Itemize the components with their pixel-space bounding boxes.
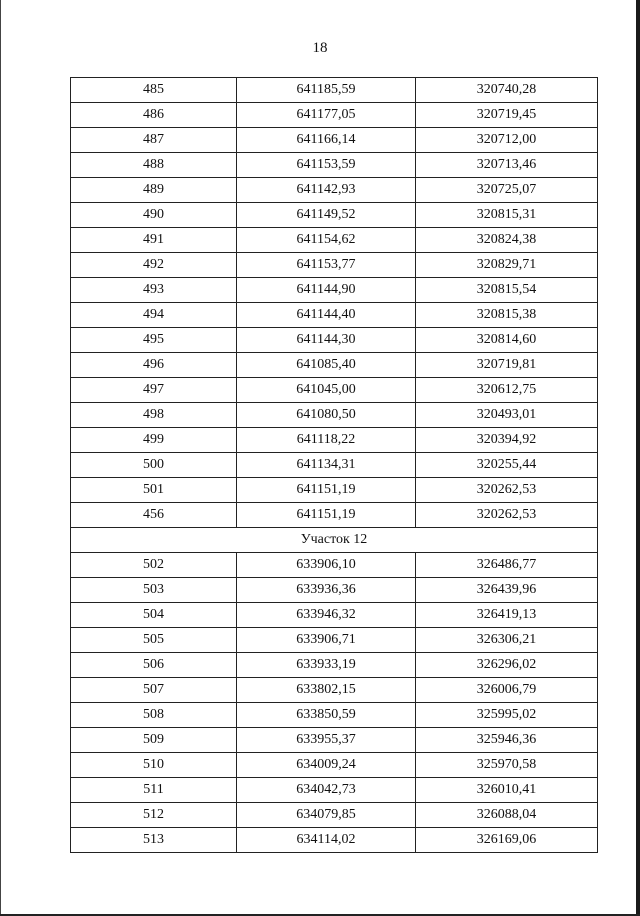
table-row — [71, 178, 598, 203]
point-number-cell: 506 — [71, 653, 237, 678]
x-coordinate-cell: 641144,90 — [237, 278, 416, 303]
point-number-cell: 503 — [71, 578, 237, 603]
point-number-cell: 492 — [71, 253, 237, 278]
x-coordinate-cell: 641177,05 — [237, 103, 416, 128]
point-number-cell: 502 — [71, 553, 237, 578]
x-coordinate-cell: 641134,31 — [237, 453, 416, 478]
y-coordinate-cell: 320394,92 — [416, 428, 598, 453]
point-number-cell: 499 — [71, 428, 237, 453]
y-coordinate-cell: 320815,54 — [416, 278, 598, 303]
table-row — [71, 153, 598, 178]
x-coordinate-cell: 633933,19 — [237, 653, 416, 678]
y-coordinate-cell: 320262,53 — [416, 478, 598, 503]
y-coordinate-cell: 326296,02 — [416, 653, 598, 678]
table-row — [71, 728, 598, 753]
point-number-cell: 486 — [71, 103, 237, 128]
table-row — [71, 503, 598, 528]
x-coordinate-cell: 641045,00 — [237, 378, 416, 403]
x-coordinate-cell: 641185,59 — [237, 78, 416, 103]
point-number-cell: 505 — [71, 628, 237, 653]
y-coordinate-cell: 326010,41 — [416, 778, 598, 803]
point-number-cell: 493 — [71, 278, 237, 303]
x-coordinate-cell: 634042,73 — [237, 778, 416, 803]
table-row — [71, 303, 598, 328]
x-coordinate-cell: 634009,24 — [237, 753, 416, 778]
y-coordinate-cell: 320829,71 — [416, 253, 598, 278]
point-number-cell: 504 — [71, 603, 237, 628]
table-row — [71, 778, 598, 803]
table-row — [71, 328, 598, 353]
y-coordinate-cell: 320815,31 — [416, 203, 598, 228]
y-coordinate-cell: 320719,81 — [416, 353, 598, 378]
y-coordinate-cell: 320725,07 — [416, 178, 598, 203]
x-coordinate-cell: 641085,40 — [237, 353, 416, 378]
y-coordinate-cell: 326486,77 — [416, 553, 598, 578]
table-row — [71, 478, 598, 503]
y-coordinate-cell: 325970,58 — [416, 753, 598, 778]
table-row — [71, 653, 598, 678]
x-coordinate-cell: 633955,37 — [237, 728, 416, 753]
point-number-cell: 501 — [71, 478, 237, 503]
x-coordinate-cell: 641151,19 — [237, 503, 416, 528]
x-coordinate-cell: 633906,71 — [237, 628, 416, 653]
x-coordinate-cell: 641144,30 — [237, 328, 416, 353]
point-number-cell: 456 — [71, 503, 237, 528]
point-number-cell: 500 — [71, 453, 237, 478]
y-coordinate-cell: 320255,44 — [416, 453, 598, 478]
y-coordinate-cell: 326439,96 — [416, 578, 598, 603]
point-number-cell: 485 — [71, 78, 237, 103]
coordinates-table — [70, 77, 598, 853]
point-number-cell: 513 — [71, 828, 237, 853]
y-coordinate-cell: 320612,75 — [416, 378, 598, 403]
y-coordinate-cell: 320713,46 — [416, 153, 598, 178]
section-header-row — [71, 528, 598, 553]
x-coordinate-cell: 633850,59 — [237, 703, 416, 728]
x-coordinate-cell: 633946,32 — [237, 603, 416, 628]
y-coordinate-cell: 320262,53 — [416, 503, 598, 528]
x-coordinate-cell: 641142,93 — [237, 178, 416, 203]
table-row — [71, 578, 598, 603]
table-row — [71, 253, 598, 278]
y-coordinate-cell: 320740,28 — [416, 78, 598, 103]
table-row — [71, 428, 598, 453]
point-number-cell: 487 — [71, 128, 237, 153]
x-coordinate-cell: 633802,15 — [237, 678, 416, 703]
table-row — [71, 678, 598, 703]
y-coordinate-cell: 320815,38 — [416, 303, 598, 328]
x-coordinate-cell: 634079,85 — [237, 803, 416, 828]
x-coordinate-cell: 641080,50 — [237, 403, 416, 428]
y-coordinate-cell: 320824,38 — [416, 228, 598, 253]
x-coordinate-cell: 634114,02 — [237, 828, 416, 853]
y-coordinate-cell: 326419,13 — [416, 603, 598, 628]
table-row — [71, 228, 598, 253]
table-row — [71, 803, 598, 828]
y-coordinate-cell: 326006,79 — [416, 678, 598, 703]
y-coordinate-cell: 325946,36 — [416, 728, 598, 753]
y-coordinate-cell: 320814,60 — [416, 328, 598, 353]
table-row — [71, 828, 598, 853]
table-row — [71, 378, 598, 403]
table-row — [71, 403, 598, 428]
table-row — [71, 78, 598, 103]
table-row — [71, 278, 598, 303]
point-number-cell: 507 — [71, 678, 237, 703]
point-number-cell: 495 — [71, 328, 237, 353]
x-coordinate-cell: 641144,40 — [237, 303, 416, 328]
table-row — [71, 453, 598, 478]
coordinates-table-body — [71, 78, 598, 853]
point-number-cell: 511 — [71, 778, 237, 803]
x-coordinate-cell: 641166,14 — [237, 128, 416, 153]
x-coordinate-cell: 641151,19 — [237, 478, 416, 503]
page-number: 18 — [312, 40, 328, 56]
x-coordinate-cell: 633936,36 — [237, 578, 416, 603]
table-row — [71, 603, 598, 628]
point-number-cell: 489 — [71, 178, 237, 203]
table-row — [71, 753, 598, 778]
point-number-cell: 496 — [71, 353, 237, 378]
y-coordinate-cell: 326169,06 — [416, 828, 598, 853]
point-number-cell: 494 — [71, 303, 237, 328]
scan-right-edge — [636, 0, 640, 916]
table-row — [71, 103, 598, 128]
point-number-cell: 498 — [71, 403, 237, 428]
table-row — [71, 703, 598, 728]
point-number-cell: 508 — [71, 703, 237, 728]
point-number-cell: 512 — [71, 803, 237, 828]
y-coordinate-cell: 320493,01 — [416, 403, 598, 428]
point-number-cell: 491 — [71, 228, 237, 253]
x-coordinate-cell: 633906,10 — [237, 553, 416, 578]
x-coordinate-cell: 641154,62 — [237, 228, 416, 253]
x-coordinate-cell: 641153,77 — [237, 253, 416, 278]
y-coordinate-cell: 326306,21 — [416, 628, 598, 653]
table-row — [71, 128, 598, 153]
y-coordinate-cell: 325995,02 — [416, 703, 598, 728]
point-number-cell: 497 — [71, 378, 237, 403]
table-row — [71, 353, 598, 378]
point-number-cell: 510 — [71, 753, 237, 778]
table-row — [71, 628, 598, 653]
table-row — [71, 553, 598, 578]
y-coordinate-cell: 326088,04 — [416, 803, 598, 828]
table-row — [71, 203, 598, 228]
point-number-cell: 488 — [71, 153, 237, 178]
y-coordinate-cell: 320719,45 — [416, 103, 598, 128]
y-coordinate-cell: 320712,00 — [416, 128, 598, 153]
x-coordinate-cell: 641118,22 — [237, 428, 416, 453]
section-label: Участок 12 — [71, 528, 598, 553]
scan-left-edge — [0, 0, 1, 916]
point-number-cell: 490 — [71, 203, 237, 228]
x-coordinate-cell: 641153,59 — [237, 153, 416, 178]
point-number-cell: 509 — [71, 728, 237, 753]
x-coordinate-cell: 641149,52 — [237, 203, 416, 228]
